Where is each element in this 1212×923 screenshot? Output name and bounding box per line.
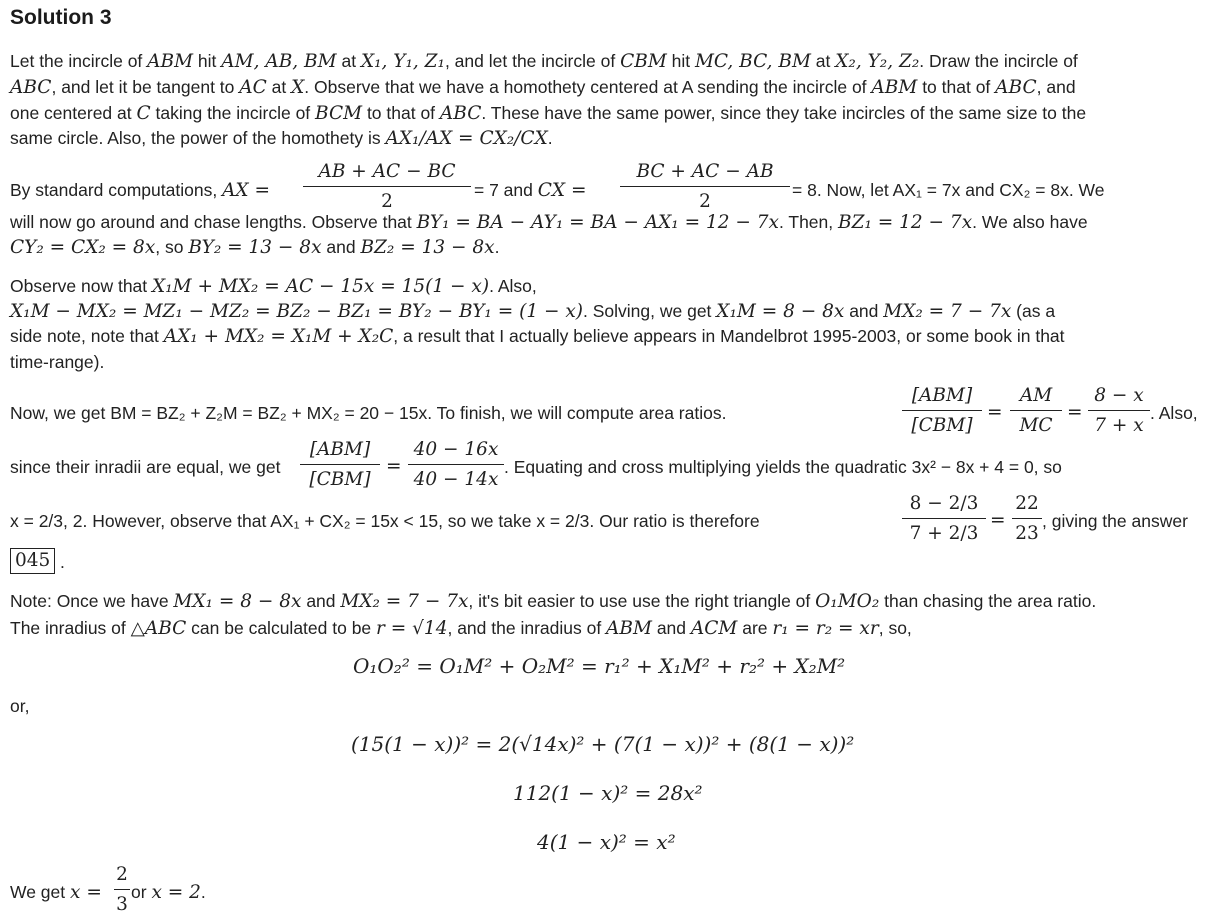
inradii-suffix: . Equating and cross multiplying yields the quadratic 3x² − 8x + 4 = 0, so	[504, 457, 1062, 477]
math-inline: CY₂ = CX₂ = 8x	[10, 237, 156, 258]
display-equation-3: 112(1 − x)² = 28x²	[513, 781, 703, 805]
text-segment: or,	[10, 696, 30, 716]
inradii-fraction-1	[300, 438, 380, 492]
ax-frac-num: AB + AC − BC	[318, 161, 456, 182]
inradii-f1-den: [CBM]	[309, 469, 371, 490]
text-segment: , it's bit easier to use use the right triangle of	[468, 591, 816, 611]
final-dot: .	[200, 882, 206, 902]
display-equation-2: (15(1 − x))² = 2(√14x)² + (7(1 − x))² + (8(1 − x))²	[351, 732, 855, 756]
inradii-f2-den: 40 − 14x	[413, 469, 499, 490]
answer-num: 22	[1015, 493, 1039, 514]
ratio-fraction	[902, 492, 986, 546]
math-inline: BCM	[315, 103, 363, 124]
text-line	[10, 126, 553, 151]
final-alt: x = 2	[151, 882, 201, 903]
ratio-den: 7 + 2/3	[909, 523, 979, 544]
text-segment: . These have the same power, since they take incircles of the same size to the	[481, 103, 1087, 123]
math-inline: ABM	[147, 51, 194, 72]
text-segment: taking the incircle of	[150, 103, 316, 123]
text-segment: at	[336, 51, 361, 71]
inradii-f1-num: [ABM]	[309, 439, 371, 460]
math-inline: ABC	[439, 103, 482, 124]
text-segment: same circle. Also, the power of the homothety is	[10, 128, 386, 148]
bm-line	[10, 401, 726, 425]
text-segment: at	[810, 51, 836, 71]
ax-fraction	[303, 160, 471, 214]
text-line	[10, 235, 499, 260]
text-segment: will now go around and chase lengths. Observe that	[10, 212, 417, 232]
display-equation-4: 4(1 − x)² = x²	[537, 830, 676, 854]
ax-prefix: By standard computations,	[10, 180, 223, 200]
ax-mid	[474, 178, 586, 203]
abm-cbm-fraction	[902, 384, 982, 438]
text-segment: , and let it be tangent to	[51, 77, 240, 97]
text-line	[10, 694, 29, 718]
text-segment: Let the incircle of	[10, 51, 148, 71]
inradii-f2-num: 40 − 16x	[413, 439, 499, 460]
text-line	[10, 49, 1078, 74]
inradii-prefix: since their inradii are equal, we get	[10, 457, 281, 477]
answer-fraction	[1012, 492, 1042, 546]
final-or	[131, 880, 206, 905]
text-line	[10, 274, 537, 299]
roots-eq: =	[990, 510, 1006, 531]
final-line	[10, 880, 102, 905]
math-inline: r₁ = r₂ = xr	[772, 618, 879, 639]
cx-label: CX =	[537, 180, 587, 201]
text-segment: . Then,	[778, 212, 838, 232]
ax-mid-text: = 7 and	[474, 180, 538, 200]
math-inline: △ABC	[130, 618, 187, 639]
text-segment: , and let the incircle of	[444, 51, 621, 71]
text-segment: and	[301, 591, 341, 611]
math-inline: BY₁ = BA − AY₁ = BA − AX₁ = 12 − 7x	[416, 212, 779, 233]
text-segment: , so,	[878, 618, 912, 638]
roots-suffix: , giving the answer	[1042, 511, 1188, 531]
answer-den: 23	[1015, 523, 1039, 544]
text-segment: to that of	[362, 103, 440, 123]
math-inline: X₁M = 8 − 8x	[716, 301, 845, 322]
math-inline: AX₁ + MX₂ = X₁M + X₂C	[163, 326, 394, 347]
text-line	[10, 324, 1065, 349]
ax-suffix	[792, 178, 1104, 202]
text-segment: . Also,	[489, 276, 537, 296]
math-inline: BZ₂ = 13 − 8x	[360, 237, 495, 258]
bm-text: Now, we get BM = BZ₂ + Z₂M = BZ₂ + MX₂ = 20 − 15x. To finish, we will compute area ratios.	[10, 403, 727, 423]
math-inline: ABC	[10, 77, 52, 98]
mc-den: MC	[1019, 415, 1053, 436]
text-segment: . Solving, we get	[583, 301, 717, 321]
roots-text: x = 2/3, 2. However, observe that AX₁ + CX₂ = 15x < 15, so we take x = 2/3. Our ratio is therefore	[10, 511, 760, 531]
text-segment: , and the inradius of	[447, 618, 607, 638]
answer-period: .	[60, 552, 65, 572]
text-line	[10, 616, 912, 641]
math-inline: AC	[239, 77, 267, 98]
bm-eq-1: =	[987, 402, 1003, 423]
ax-suffix-text: = 8. Now, let AX₁ = 7x and CX₂ = 8x. We	[792, 180, 1105, 200]
text-line	[10, 75, 1076, 100]
text-segment: The inradius of	[10, 618, 131, 638]
am-num: AM	[1019, 385, 1053, 406]
8x-num: 8 − x	[1094, 385, 1144, 406]
math-inline: MX₂ = 7 − 7x	[883, 301, 1012, 322]
math-inline: X₁M − MX₂ = MZ₁ − MZ₂ = BZ₂ − BZ₁ = BY₂ − BY₁ = (1 − x)	[10, 301, 584, 322]
inradii-eq: =	[386, 456, 402, 477]
math-inline: MX₁ = 8 − 8x	[173, 591, 302, 612]
text-segment: side note, note that	[10, 326, 164, 346]
7x-den: 7 + x	[1094, 415, 1144, 436]
math-inline: ACM	[690, 618, 738, 639]
text-segment: are	[737, 618, 773, 638]
text-segment: to that of	[917, 77, 996, 97]
text-line	[10, 589, 1096, 614]
am-mc-fraction	[1010, 384, 1062, 438]
math-inline: X₂, Y₂, Z₂	[835, 51, 920, 72]
math-inline: C	[136, 103, 151, 124]
text-line	[10, 210, 1088, 235]
math-inline: CBM	[620, 51, 667, 72]
text-segment: time-range).	[10, 352, 105, 372]
final-prefix: We get	[10, 882, 70, 902]
math-inline: AM, AB, BM	[221, 51, 337, 72]
math-inline: ABM	[871, 77, 918, 98]
text-segment: hit	[666, 51, 695, 71]
text-segment: .	[547, 128, 553, 148]
text-segment: , and	[1036, 77, 1076, 97]
bm-eq-2: =	[1067, 402, 1083, 423]
text-segment: Note: Once we have	[10, 591, 174, 611]
boxed-answer: 045	[10, 548, 55, 574]
text-segment: and	[844, 301, 884, 321]
math-inline: X₁, Y₁, Z₁	[360, 51, 445, 72]
text-segment: and	[651, 618, 691, 638]
text-line	[10, 350, 104, 374]
math-inline: BY₂ = 13 − 8x	[188, 237, 322, 258]
inradii-line	[10, 455, 280, 479]
text-line	[10, 101, 1086, 126]
math-inline: X₁M + MX₂ = AC − 15x = 15(1 − x)	[152, 276, 490, 297]
roots-line	[10, 509, 760, 533]
text-segment: (as a	[1011, 301, 1056, 321]
ax-line	[10, 178, 270, 203]
text-segment: .	[494, 237, 500, 257]
math-inline: ABM	[606, 618, 652, 639]
text-segment: one centered at	[10, 103, 137, 123]
final-num: 2	[116, 864, 128, 885]
math-inline: MC, BC, BM	[694, 51, 811, 72]
ratio-num: 8 − 2/3	[909, 493, 979, 514]
final-fraction	[114, 863, 130, 917]
math-inline: X	[291, 77, 305, 98]
math-inline: r = √14	[376, 618, 448, 639]
math-inline: O₁MO₂	[815, 591, 880, 612]
8x-7x-fraction	[1088, 384, 1150, 438]
math-inline: MX₂ = 7 − 7x	[340, 591, 469, 612]
abm-num: [ABM]	[911, 385, 973, 406]
cbm-den: [CBM]	[911, 415, 973, 436]
cx-fraction	[620, 160, 790, 214]
text-segment: , a result that I actually believe appears in Mandelbrot 1995-2003, or some book in that	[393, 326, 1065, 346]
text-segment: . We also have	[972, 212, 1088, 232]
final-den: 3	[116, 894, 128, 915]
math-inline: BZ₁ = 12 − 7x	[838, 212, 973, 233]
text-segment: . Observe that we have a homothety centered at A sending the incircle of	[304, 77, 872, 97]
cx-frac-num: BC + AC − AB	[636, 161, 774, 182]
text-segment: Observe now that	[10, 276, 153, 296]
solution-heading: Solution 3	[10, 6, 112, 29]
final-or-text: or	[131, 882, 152, 902]
text-segment: at	[266, 77, 292, 97]
text-segment: hit	[193, 51, 222, 71]
ax-label: AX =	[222, 180, 270, 201]
math-inline: ABC	[995, 77, 1037, 98]
bm-suffix: . Also,	[1150, 403, 1198, 423]
text-segment: , so	[155, 237, 189, 257]
text-line	[10, 299, 1055, 324]
math-inline: AX₁/AX = CX₂/CX	[385, 128, 548, 149]
text-segment: and	[321, 237, 361, 257]
cx-frac-den: 2	[699, 191, 711, 212]
ax-frac-den: 2	[381, 191, 393, 212]
inradii-fraction-2	[408, 438, 504, 492]
display-equation-1: O₁O₂² = O₁M² + O₂M² = r₁² + X₁M² + r₂² + X₂M²	[353, 654, 846, 678]
final-x-eq: x =	[70, 882, 102, 903]
text-segment: . Draw the incircle of	[919, 51, 1078, 71]
text-segment: than chasing the area ratio.	[879, 591, 1097, 611]
text-segment: can be calculated to be	[186, 618, 377, 638]
